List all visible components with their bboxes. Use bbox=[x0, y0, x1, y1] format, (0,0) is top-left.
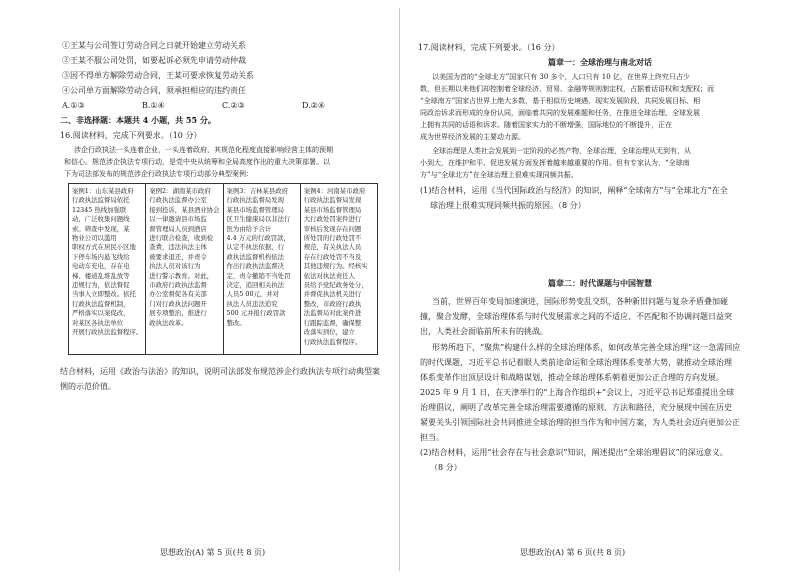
choice-c: C.②③ bbox=[222, 101, 245, 110]
q16-material-line: 和信心。规范涉企执法专项行动，是党中央从统筹和全局高度作出的重大决策部署。以 bbox=[64, 158, 330, 166]
q16-material-line: 涉企行政执法一头连着企业，一头连着政府，其规范化程度直接影响经营主体的预期 bbox=[74, 146, 333, 154]
part2-title: 篇章二：时代课题与中国智慧 bbox=[548, 278, 652, 288]
page-footer: 思想政治(A) 第 6 页(共 8 页) bbox=[520, 548, 626, 557]
option-statement: ③因不得单方解除劳动合同，王某可要求恢复劳动关系 bbox=[62, 71, 254, 80]
part1-paragraph-line: 以美国为首的“全球北方”国家只有 30 多个，人口只有 10 亿，在世界上终究只占少 bbox=[432, 73, 690, 81]
question-17-stem: 17.阅读材料，完成下列要求。（16 分） bbox=[418, 43, 560, 52]
q16-question-line: 例的示范价值。 bbox=[60, 382, 116, 391]
case-table bbox=[68, 183, 378, 355]
part2-paragraph-line: 当前，世界百年变局加速演进，国际形势变乱交织，各种新旧问题与复杂矛盾叠加碰 bbox=[432, 297, 728, 306]
part2-paragraph-line: 紧要关头引领国际社会共同推进全球治理的担当作为和中国方案，为人类社会迈向更加公正 bbox=[420, 418, 740, 427]
answer-choices bbox=[62, 100, 382, 111]
case-3: 案例3：吉林某县政府 行政执法监督局发现 某县市场监督管理局 区卫生健康局以非法行 医为由给予合计 4.4 万元的行政罚款， 认定不执法依据，行 政执法监督机构依法 作出行政执法监督决 定，责令撤销不当处罚 决定，追回相关执法 人员5 00元，并对 执法人员违法追究 500 元并报行政罚款 整改。 bbox=[224, 184, 301, 354]
part2-paragraph-line: 出，人类社会面临前所未有的挑战。 bbox=[420, 327, 548, 336]
q16-material-line: 下为司法部发布的规范涉企行政执法专项行动部分典型案例： bbox=[64, 170, 253, 178]
page-footer: 思想政治(A) 第 5 页(共 8 页) bbox=[160, 548, 266, 557]
part1-paragraph-line: 成为世界经济发展的主要动力源。 bbox=[420, 133, 525, 141]
part1-paragraph-line: 全球治理是人类社会发展到一定阶段的必然产物，全球治理，全球治理从无到有，从 bbox=[432, 147, 691, 155]
option-statement: ①王某与公司签订劳动合同之日就开始建立劳动关系 bbox=[62, 41, 246, 50]
right-page bbox=[400, 0, 800, 579]
part2-paragraph-line: 形势所趋下，“聚焦”构建什么样的全球治理体系，如何改革完善全球治理”这一急需回应 bbox=[432, 343, 741, 352]
part2-paragraph-line: 体系变革作出顶层设计和战略谋划，推动全球治理体系朝着更加公正合理的方向发展。 bbox=[420, 373, 724, 382]
part2-paragraph-line: 2025 年 9 月 1 日，在天津举行的“上海合作组织+”会议上，习近平总书记郑重提出全球 bbox=[420, 388, 735, 397]
case-1: 案例1：山东某县政府 行政执法监督局依托 12345 热线加强联 动，广泛收集问题线 索。筛查中发现，某 物业公司以滥用 职权方式在居民小区地 下停车场内悬飞线给 电动车充电，存在电 梯、楼道乱堆乱放等 违规行为，依法督促 当事人立即整改。依托 行政执法监督机制， 严格落实以案促改， 对某区各执法单位 开展行政执法监督程序。 bbox=[69, 184, 146, 354]
q16-question-line: 结合材料，运用《政治与法治》的知识，说明司法部发布规范涉企行政执法专项行动典型案 bbox=[60, 367, 380, 376]
part1-paragraph-line: 数，但长期以来他们却控制着全球经济、贸易、金融等规则制定权，占据着话语权和支配权；而 bbox=[420, 85, 714, 93]
choice-d: D.②④ bbox=[302, 101, 326, 110]
case-4: 案例4：河南某市政府 行政执法监督局发现 某县市场监督管理局 大行政处罚案件进行 审核后发现存在问题 所处罚的行政处罚不 规范，有关执法人员 存在行政处罚不当及 其他违规行为。经核实 依法对执法责任人 员给予党纪政务处分， 并督促执法机关进行 整改，市政府行政执 法监督局对此案件进 行跟踪监督，确保整 改落实到位，建立 行政执法监督程序。 bbox=[303, 187, 368, 346]
part2-paragraph-line: 治理倡议，阐明了改革完善全球治理需要遵循的原则、方法和路径，充分展现中国在历史 bbox=[420, 403, 732, 412]
part2-paragraph-line: 担当。 bbox=[420, 433, 444, 442]
option-statement: ④公司单方面解除劳动合同，须承担相应的违约责任 bbox=[62, 86, 246, 95]
part2-question-line: （8 分） bbox=[430, 463, 462, 472]
case-2: 案例2：湖南某市政府 行政执法监督办公室 接到投诉，某县酒业协会 以一律邀请县市场监 督管理局人员到酒店 进行联合检查，收到检 查费，违法执法主体 被要求退还，并责令 执法人员对该行为 进行警示教育。对此， 市政府行政执法监督 办公室督促各有关部 门对行政执法问题开 展专项整治，推进行 政执法改革。 bbox=[146, 184, 223, 354]
part2-question-line: (2)结合材料，运用“社会存在与社会意识”知识，阐述提出“全球治理倡议”的深远意义。 bbox=[420, 448, 728, 457]
choice-a: A.①③ bbox=[62, 101, 85, 110]
part2-paragraph-line: 撞，聚合发酵，全球治理体系与时代发展需求之间的不适应、不匹配和不协调问题日益突 bbox=[420, 312, 732, 321]
part2-paragraph-line: 的时代课题，习近平总书记着眼人类前途命运和全球治理体系变革大势，就推动全球治理 bbox=[420, 358, 732, 367]
part1-question-line: 球治理上很难实现同频共振的原因。（8 分） bbox=[430, 201, 586, 210]
part1-paragraph-line: 方”与“全球北方”在全球治理上很难实现同频共振。 bbox=[420, 171, 578, 179]
choice-b: B.①④ bbox=[142, 101, 165, 110]
question-16-stem: 16.阅读材料，完成下列要求。（10 分） bbox=[60, 131, 202, 140]
part1-paragraph-line: “全球南方”国家占世界上绝大多数，基于相似历史境遇，现实发展阶段，共同发展目标、相 bbox=[420, 97, 701, 105]
part1-title: 篇章一：全球治理与南北对话 bbox=[548, 57, 652, 67]
section-heading: 二、非选择题：本题共 4 小题，共 55 分。 bbox=[60, 115, 216, 125]
part1-paragraph-line: 小到大，在维护和平、促进发展方面发挥着越来越重要的作用。但有专家认为，“全球南 bbox=[420, 159, 690, 167]
part1-paragraph-line: 同政治诉求而形成的身份认同，面临着共同的发展难题和任务，在推进全球治理、全球发展 bbox=[420, 109, 700, 117]
option-statement: ②王某不服公司处罚，如要起诉必须先申请劳动仲裁 bbox=[62, 56, 246, 65]
part1-question-line: (1)结合材料，运用《当代国际政治与经济》的知识，阐释“全球南方”与“全球北方”在全 bbox=[420, 186, 728, 195]
part1-paragraph-line: 上拥有共同的话语和诉求。随着国家实力的不断增强，国际地位的不断提升，正在 bbox=[420, 121, 672, 129]
